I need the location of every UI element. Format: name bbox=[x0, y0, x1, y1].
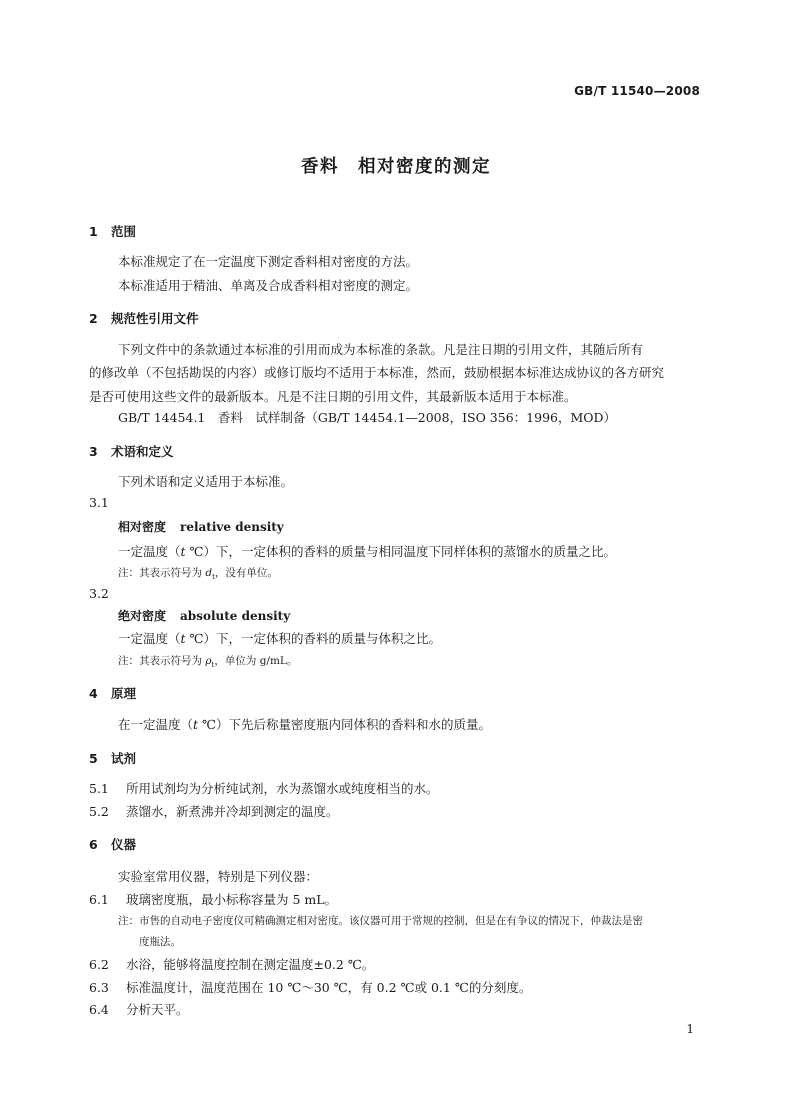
clause bbox=[89, 1000, 189, 1018]
section-3-heading bbox=[89, 442, 174, 460]
text: 一定温度（ bbox=[118, 544, 181, 559]
term-number: 3.1 bbox=[89, 495, 109, 510]
section-4-heading bbox=[89, 684, 136, 702]
text: ，没有单位。 bbox=[214, 567, 278, 579]
note-line: 度瓶法。 bbox=[139, 936, 181, 948]
note-line: 注：市售的自动电子密度仪可精确测定相对密度。该仪器可用于常规的控制，但是在有争议的情况下，仲裁法是密 bbox=[118, 915, 643, 927]
symbol-t: t bbox=[193, 717, 199, 732]
clause-number: 6.3 bbox=[89, 980, 109, 995]
clause bbox=[89, 802, 339, 820]
clause-number: 6.2 bbox=[89, 957, 109, 972]
text: ℃）下先后称量密度瓶内同体积的香料和水的质量。 bbox=[198, 717, 492, 732]
term-number: 3.2 bbox=[89, 586, 109, 601]
normative-reference: GB/T 14454.1 香料 试样制备（GB/T 14454.1—2008，ISO 356：1996，MOD） bbox=[118, 410, 617, 425]
term-heading bbox=[118, 607, 290, 624]
paragraph: 实验室常用仪器，特别是下列仪器： bbox=[118, 869, 319, 884]
clause-number: 6.4 bbox=[89, 1002, 109, 1017]
subscript: t bbox=[212, 573, 215, 582]
section-number: 5 bbox=[89, 751, 98, 766]
section-number: 6 bbox=[89, 837, 98, 852]
section-number: 4 bbox=[89, 686, 98, 701]
paragraph: 本标准规定了在一定温度下测定香料相对密度的方法。 bbox=[118, 254, 419, 269]
paragraph-line: 的修改单（不包括勘误的内容）或修订版均不适用于本标准，然而，鼓励根据本标准达成协议的各方研究 bbox=[89, 365, 665, 380]
term-definition bbox=[118, 629, 441, 647]
clause-text: 标准温度计，温度范围在 10 ℃～30 ℃，有 0.2 ℃或 0.1 ℃的分刻度。 bbox=[126, 980, 532, 995]
symbol: d bbox=[205, 567, 213, 579]
term-en: absolute density bbox=[180, 609, 291, 623]
term-en: relative density bbox=[180, 520, 284, 534]
clause-number: 5.1 bbox=[89, 781, 109, 796]
section-title: 原理 bbox=[111, 686, 137, 701]
term-cn: 绝对密度 bbox=[118, 609, 167, 623]
text: 注：其表示符号为 bbox=[118, 655, 206, 667]
term-cn: 相对密度 bbox=[118, 520, 167, 534]
symbol-t: t bbox=[180, 544, 186, 559]
paragraph bbox=[118, 715, 491, 733]
note bbox=[118, 565, 278, 581]
section-number: 2 bbox=[89, 311, 98, 326]
clause-number: 6.1 bbox=[89, 892, 109, 907]
clause bbox=[89, 890, 337, 908]
text: ℃）下，一定体积的香料的质量与体积之比。 bbox=[185, 631, 442, 646]
clause bbox=[89, 779, 439, 797]
paragraph-line: 是否可使用这些文件的最新版本。凡是不注日期的引用文件，其最新版本适用于本标准。 bbox=[89, 389, 577, 404]
note bbox=[118, 653, 297, 669]
clause-text: 蒸馏水，新煮沸并冷却到测定的温度。 bbox=[126, 804, 339, 819]
section-1-heading bbox=[89, 222, 136, 240]
section-5-heading bbox=[89, 749, 136, 767]
clause-text: 玻璃密度瓶，最小标称容量为 5 mL。 bbox=[126, 892, 338, 907]
clause-text: 水浴，能够将温度控制在测定温度±0.2 ℃。 bbox=[126, 957, 375, 972]
subscript: t bbox=[211, 661, 215, 670]
section-number: 3 bbox=[89, 444, 98, 459]
paragraph-line: 下列文件中的条款通过本标准的引用而成为本标准的条款。凡是注日期的引用文件，其随后所有 bbox=[118, 342, 644, 357]
text: 在一定温度（ bbox=[118, 717, 194, 732]
document-title: 香料 相对密度的测定 bbox=[301, 157, 491, 177]
section-title: 试剂 bbox=[111, 751, 137, 766]
section-title: 术语和定义 bbox=[111, 444, 174, 459]
section-number: 1 bbox=[89, 224, 98, 239]
clause bbox=[89, 978, 531, 996]
clause-text: 分析天平。 bbox=[126, 1002, 189, 1017]
term-definition bbox=[118, 542, 616, 560]
section-title: 规范性引用文件 bbox=[111, 311, 199, 326]
clause bbox=[89, 955, 374, 973]
paragraph: 本标准适用于精油、单离及合成香料相对密度的测定。 bbox=[118, 278, 419, 293]
symbol: ρ bbox=[205, 655, 212, 667]
section-title: 仪器 bbox=[111, 837, 137, 852]
text: ℃）下，一定体积的香料的质量与相同温度下同样体积的蒸馏水的质量之比。 bbox=[185, 544, 617, 559]
standard-number: GB/T 11540—2008 bbox=[574, 84, 700, 98]
clause-number: 5.2 bbox=[89, 804, 109, 819]
section-title: 范围 bbox=[111, 224, 137, 239]
paragraph: 下列术语和定义适用于本标准。 bbox=[118, 474, 294, 489]
section-6-heading bbox=[89, 835, 136, 853]
text: 一定温度（ bbox=[118, 631, 181, 646]
clause-text: 所用试剂均为分析纯试剂，水为蒸馏水或纯度相当的水。 bbox=[126, 781, 439, 796]
page-number: 1 bbox=[686, 1022, 694, 1036]
term-heading bbox=[118, 518, 284, 535]
text: ，单位为 g/mL。 bbox=[214, 655, 298, 667]
section-2-heading bbox=[89, 309, 199, 327]
symbol-t: t bbox=[180, 631, 186, 646]
text: 注：其表示符号为 bbox=[118, 567, 206, 579]
